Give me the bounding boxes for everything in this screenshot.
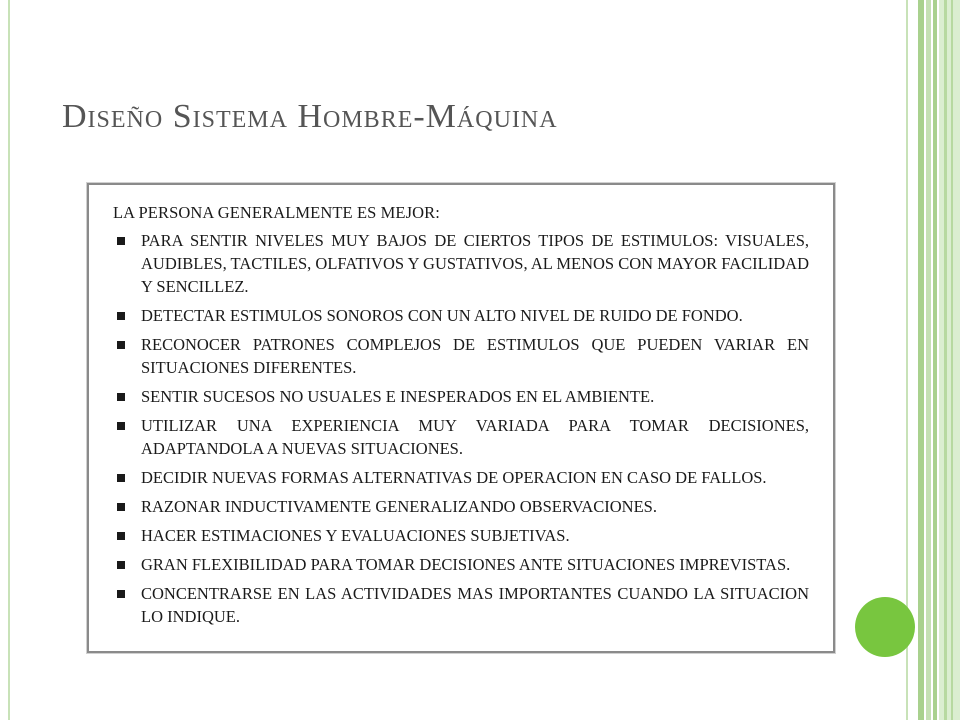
document-image [87,183,835,653]
list-item-text: GRAN FLEXIBILIDAD PARA TOMAR DECISIONES ANTE SITUACIONES IMPREVISTAS. [141,555,791,574]
square-bullet-icon [117,312,125,320]
decorative-green-circle [855,597,915,657]
list-item-text: HACER ESTIMACIONES Y EVALUACIONES SUBJETIVAS. [141,526,570,545]
square-bullet-icon [117,474,125,482]
list-item-text: SENTIR SUCESOS NO USUALES E INESPERADOS EN EL AMBIENTE. [141,387,655,406]
list-item [113,385,809,408]
list-item [113,466,809,489]
list-item [113,582,809,628]
decorative-stripe [939,0,960,720]
decorative-stripe [944,0,947,720]
decorative-stripe [951,0,953,720]
decorative-stripe [926,0,931,720]
list-item-text: PARA SENTIR NIVELES MUY BAJOS DE CIERTOS TIPOS DE ESTIMULOS: VISUALES, AUDIBLES, TACTILES, OLFATIVOS Y GUSTATIVOS, AL MENOS CON MAYOR FACILIDAD Y SENCILLEZ. [141,231,809,296]
document-heading: LA PERSONA GENERALMENTE ES MEJOR: [113,203,440,222]
list-item [113,495,809,518]
decorative-stripe [933,0,937,720]
list-item-text: UTILIZAR UNA EXPERIENCIA MUY VARIADA PARA TOMAR DECISIONES, ADAPTANDOLA A NUEVAS SITUACIONES. [141,416,809,458]
list-item [113,414,809,460]
list-item-text: DECIDIR NUEVAS FORMAS ALTERNATIVAS DE OPERACION EN CASO DE FALLOS. [141,468,767,487]
list-item [113,524,809,547]
square-bullet-icon [117,422,125,430]
square-bullet-icon [117,532,125,540]
square-bullet-icon [117,237,125,245]
list-item [113,304,809,327]
list-item-text: CONCENTRARSE EN LAS ACTIVIDADES MAS IMPORTANTES CUANDO LA SITUACION LO INDIQUE. [141,584,809,626]
list-item-text: RAZONAR INDUCTIVAMENTE GENERALIZANDO OBSERVACIONES. [141,497,657,516]
document-list [113,229,809,628]
list-item-text: RECONOCER PATRONES COMPLEJOS DE ESTIMULOS QUE PUEDEN VARIAR EN SITUACIONES DIFERENTES. [141,335,809,377]
square-bullet-icon [117,393,125,401]
decorative-stripe [918,0,924,720]
square-bullet-icon [117,590,125,598]
square-bullet-icon [117,561,125,569]
list-item-text: DETECTAR ESTIMULOS SONOROS CON UN ALTO NIVEL DE RUIDO DE FONDO. [141,306,743,325]
slide-title: Diseño Sistema Hombre-Máquina [62,98,558,135]
list-item [113,333,809,379]
square-bullet-icon [117,341,125,349]
square-bullet-icon [117,503,125,511]
list-item [113,229,809,298]
list-item [113,553,809,576]
